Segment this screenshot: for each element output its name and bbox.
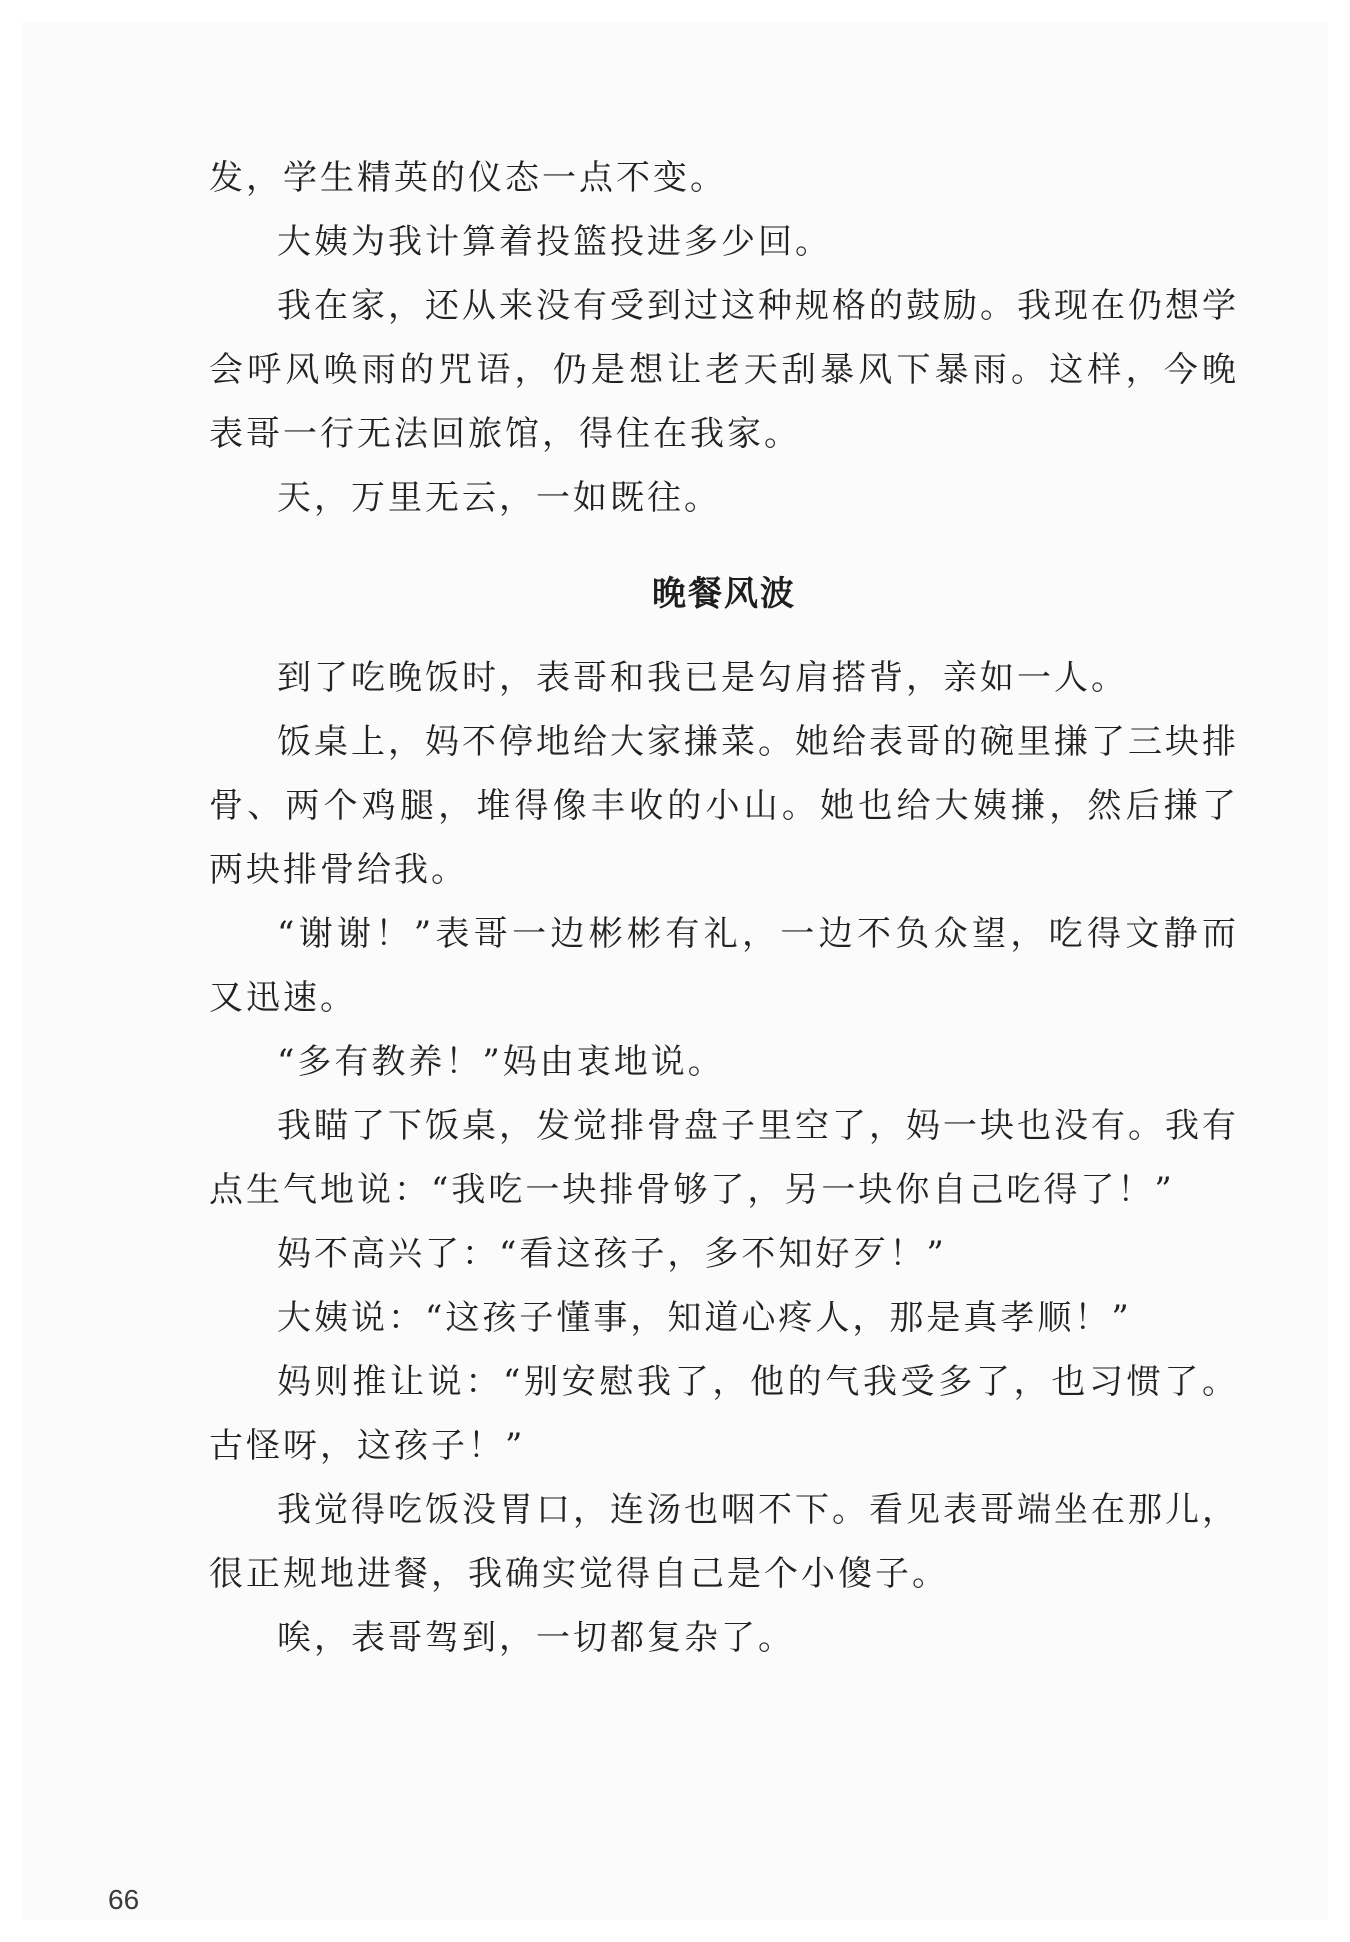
paragraph: 饭桌上，妈不停地给大家搛菜。她给表哥的碗里搛了三块排骨、两个鸡腿，堆得像丰收的小山。她也给大姨搛，然后搛了两块排骨给我。 xyxy=(209,722,1239,890)
paragraph: 到了吃晚饭时，表哥和我已是勾肩搭背，亲如一人。 xyxy=(277,658,1128,698)
paragraph: 发，学生精英的仪态一点不变。 xyxy=(209,158,727,198)
paragraph: 妈不高兴了：“看这孩子，多不知好歹！” xyxy=(277,1234,947,1274)
paragraph: 大姨说：“这孩子懂事，知道心疼人，那是真孝顺！” xyxy=(277,1298,1132,1338)
paragraph: 大姨为我计算着投篮投进多少回。 xyxy=(277,222,832,262)
book-page xyxy=(22,22,1328,1920)
page-content xyxy=(209,146,1239,1670)
paragraph: “谢谢！”表哥一边彬彬有礼，一边不负众望，吃得文静而又迅速。 xyxy=(209,914,1239,1018)
paragraph: 唉，表哥驾到，一切都复杂了。 xyxy=(277,1618,795,1658)
paragraph: 妈则推让说：“别安慰我了，他的气我受多了，也习惯了。古怪呀，这孩子！” xyxy=(209,1362,1239,1466)
page-number: 66 xyxy=(108,1884,140,1915)
paragraph: “多有教养！”妈由衷地说。 xyxy=(277,1042,725,1082)
paragraph: 我瞄了下饭桌，发觉排骨盘子里空了，妈一块也没有。我有点生气地说：“我吃一块排骨够了，另一块你自己吃得了！” xyxy=(209,1106,1239,1210)
paragraph: 我觉得吃饭没胃口，连汤也咽不下。看见表哥端坐在那儿，很正规地进餐，我确实觉得自己是个小傻子。 xyxy=(209,1490,1239,1594)
section-title: 晚餐风波 xyxy=(652,574,796,614)
paragraph: 天，万里无云，一如既往。 xyxy=(277,478,721,518)
paragraph: 我在家，还从来没有受到过这种规格的鼓励。我现在仍想学会呼风唤雨的咒语，仍是想让老天刮暴风下暴雨。这样，今晚表哥一行无法回旅馆，得住在我家。 xyxy=(209,286,1239,454)
